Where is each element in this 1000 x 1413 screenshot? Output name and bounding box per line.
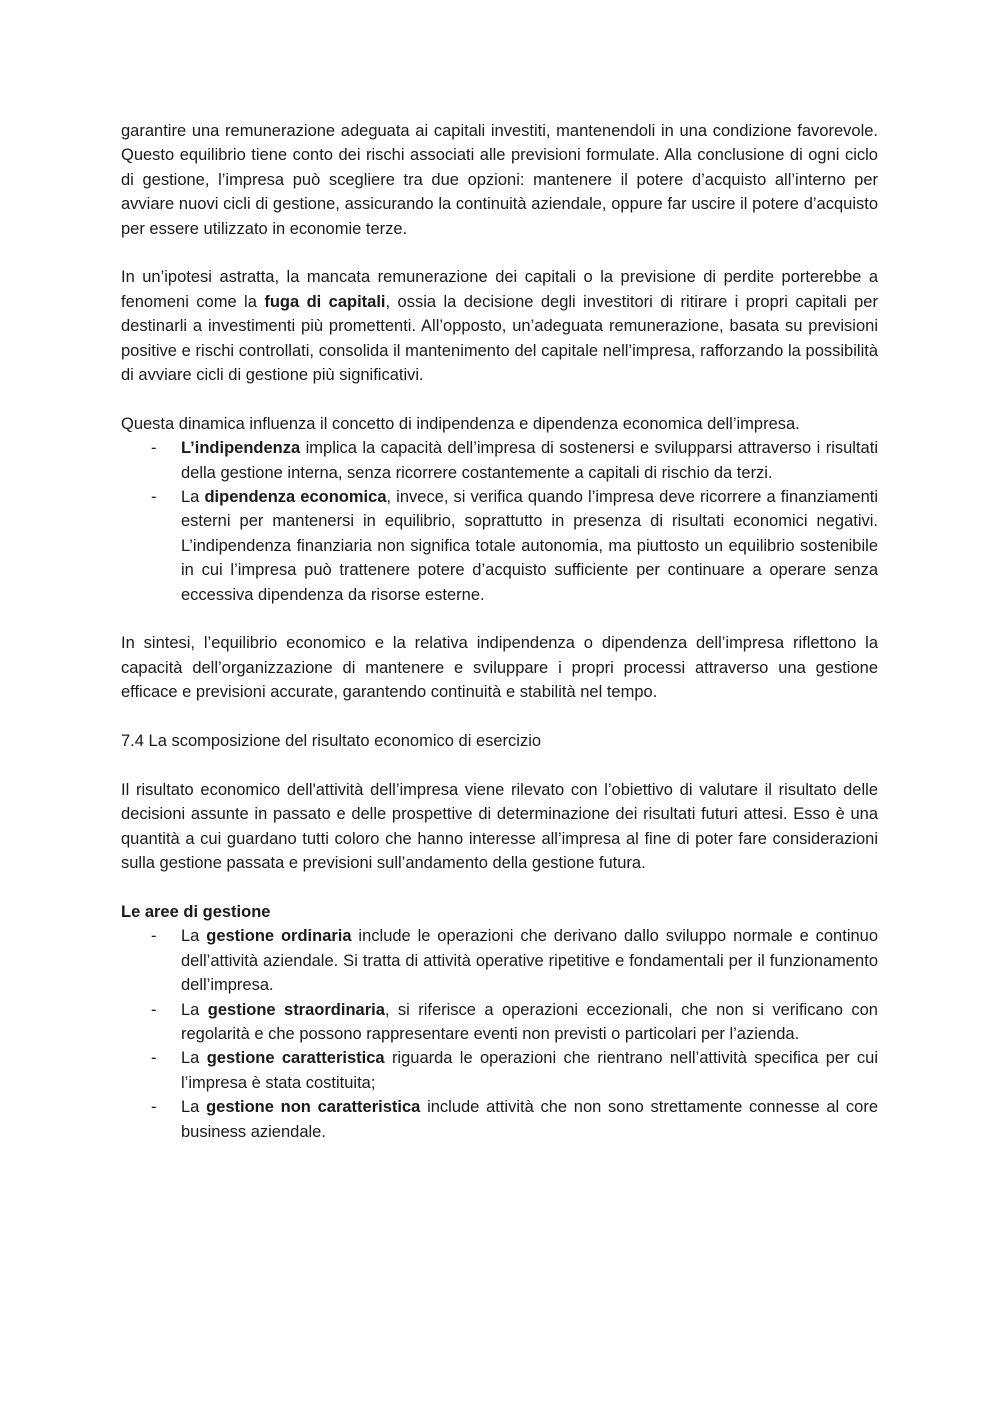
list-item xyxy=(121,485,878,607)
list-item xyxy=(121,436,878,485)
bold-term: dipendenza economica xyxy=(204,488,387,507)
text-span: riguarda le operazioni che rientrano nell’attività specifica per cui l’impresa è stata costituita; xyxy=(181,1049,879,1092)
text-span: include attività che non sono strettamente connesse al core business aziendale. xyxy=(181,1098,879,1141)
list-item xyxy=(121,998,878,1047)
bold-term-fuga-di-capitali: fuga di capitali xyxy=(264,292,386,311)
paragraph-remunerazione: garantire una remunerazione adeguata ai capitali investiti, mantenendoli in una condizione favorevole. Questo equilibrio tiene conto dei rischi associati alle previsioni formulate. Alla conclusione di ogni ciclo di gestione, l’impresa può scegliere tra due opzioni: mantenere il potere d’acquisto all’interno per avviare nuovi cicli di gestione, assicurando la continuità aziendale, oppure far uscire il potere d’acquisto per essere utilizzato in economie terze. xyxy=(121,122,878,238)
list-item xyxy=(121,1046,878,1095)
list-indipendenza-dipendenza xyxy=(121,436,878,607)
text-span: , ossia la decisione degli investitori di ritirare i propri capitali per destinarli a investimenti più promettenti. All’opposto, un’adeguata remunerazione, basata su previsioni positive e rischi controllati, consolida il mantenimento del capitale nell’impresa, rafforzando la possibilità di avviare cicli di gestione più significativi. xyxy=(121,292,878,385)
text-span: La xyxy=(181,927,207,946)
paragraph-sintesi: In sintesi, l’equilibrio economico e la relativa indipendenza o dipendenza dell’impresa riflettono la capacità dell’organizzazione di mantenere e sviluppare i propri processi attraverso una gestione efficace e previsioni accurate, garantendo continuità e stabilità nel tempo. xyxy=(121,634,878,702)
text-span: , si riferisce a operazioni eccezionali, che non si verificano con regolarità e che possono rappresentare eventi non previsti o particolari per l’azienda. xyxy=(181,1000,878,1043)
paragraph-risultato-economico: Il risultato economico dell'attività dell’impresa viene rilevato con l’obiettivo di valutare il risultato delle decisioni assunte in passato e delle prospettive di determinazione dei risultati futuri attesi. Esso è una quantità a cui guardano tutti coloro che hanno interesse all’impresa al fine di poter fare considerazioni sulla gestione passata e previsioni sull’andamento della gestione futura. xyxy=(121,780,878,873)
bold-term: L’indipendenza xyxy=(181,439,301,458)
list-gestione-ordinaria-straordinaria xyxy=(121,924,878,1046)
bold-term: gestione non caratteristica xyxy=(206,1098,421,1117)
bold-term: gestione caratteristica xyxy=(206,1049,385,1068)
text-span: La xyxy=(181,488,205,507)
list-gestione-caratteristica xyxy=(121,1046,878,1144)
text-span: La xyxy=(181,1049,207,1068)
document-page xyxy=(121,119,878,1144)
list-item xyxy=(121,924,878,997)
areas-heading: Le aree di gestione xyxy=(121,902,271,921)
section-title: 7.4 La scomposizione del risultato economico di esercizio xyxy=(121,732,542,751)
paragraph-dinamica: Questa dinamica influenza il concetto di indipendenza e dipendenza economica dell’impresa. xyxy=(121,414,800,433)
text-span: In un’ipotesi astratta, la mancata remunerazione dei capitali o la previsione di perdite porterebbe a fenomeni come la xyxy=(121,268,878,311)
text-span: implica la capacità dell’impresa di sostenersi e svilupparsi attraverso i risultati della gestione interna, senza ricorrere costantemente a capitali di rischio da terzi. xyxy=(181,439,878,482)
text-span: La xyxy=(181,1000,208,1019)
paragraph-fuga-capitali xyxy=(121,265,878,387)
list-item xyxy=(121,1095,878,1144)
text-span: include le operazioni che derivano dallo sviluppo normale e continuo dell’attività aziendale. Si tratta di attività operative ripetitive e fondamentali per il funzionamento dell’impresa. xyxy=(181,927,879,995)
text-span: La xyxy=(181,1098,207,1117)
bold-term: gestione ordinaria xyxy=(206,927,352,946)
text-span: , invece, si verifica quando l’impresa deve ricorrere a finanziamenti esterni per mantenersi in equilibrio, soprattutto in presenza di risultati economici negativi. L’indipendenza finanziaria non significa totale autonomia, ma piuttosto un equilibrio sostenibile in cui l’impresa può trattenere potere d’acquisto sufficiente per continuare a operare senza eccessiva dipendenza da risorse esterne. xyxy=(181,488,879,604)
bold-term: gestione straordinaria xyxy=(207,1000,385,1019)
